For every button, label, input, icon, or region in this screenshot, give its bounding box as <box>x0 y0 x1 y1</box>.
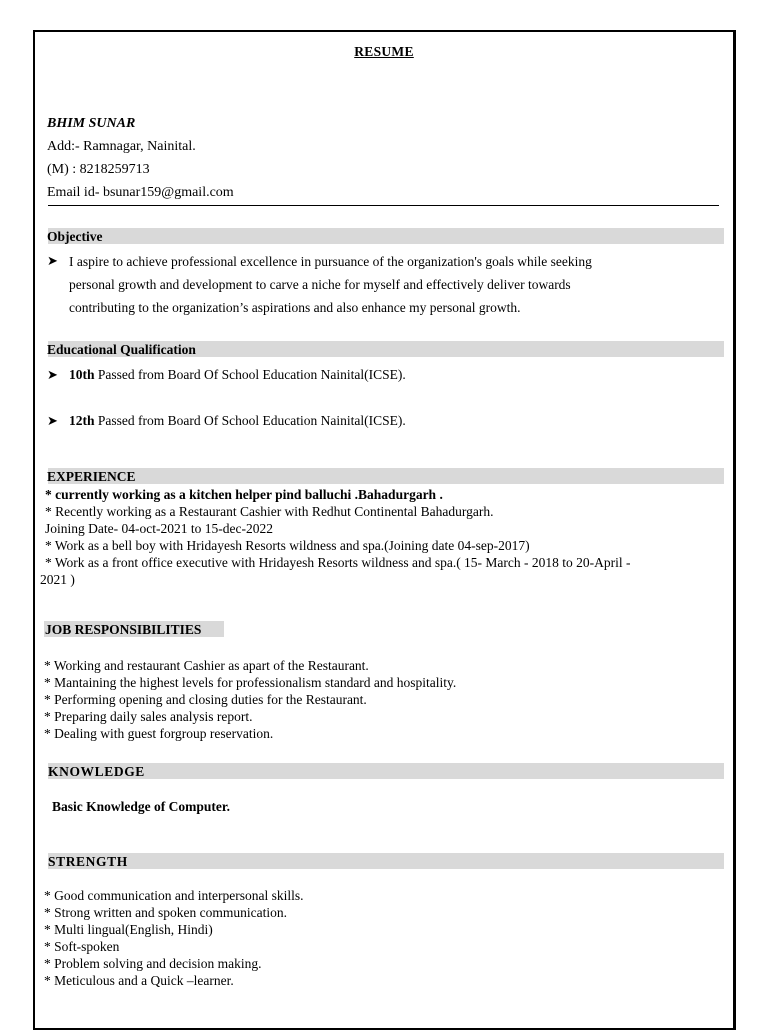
experience-line-2: * Recently working as a Restaurant Cashier with Redhut Continental Bahadurgarh. <box>45 504 494 519</box>
experience-heading: EXPERIENCE <box>47 469 136 484</box>
strength-line-1: * Good communication and interpersonal skills. <box>44 888 304 903</box>
objective-line-3: contributing to the organization’s aspirations and also enhance my personal growth. <box>69 300 521 315</box>
education-level: 10th <box>69 367 95 382</box>
education-level: 12th <box>69 413 95 428</box>
candidate-name: BHIM SUNAR <box>47 116 136 131</box>
arrow-bullet-icon: ➤ <box>47 413 58 428</box>
knowledge-text: Basic Knowledge of Computer. <box>52 799 230 814</box>
strength-line-2: * Strong written and spoken communication. <box>44 905 287 920</box>
education-item-10th <box>69 366 406 383</box>
strength-line-5: * Problem solving and decision making. <box>44 956 262 971</box>
strength-heading: STRENGTH <box>48 854 128 869</box>
header-divider <box>48 205 719 206</box>
objective-heading: Objective <box>47 229 103 244</box>
experience-line-1: * currently working as a kitchen helper pind balluchi .Bahadurgarh . <box>45 487 443 502</box>
responsibility-line-1: * Working and restaurant Cashier as apart of the Restaurant. <box>44 658 369 673</box>
responsibility-line-5: * Dealing with guest forgroup reservation. <box>44 726 274 741</box>
experience-heading-bar <box>48 468 724 484</box>
strength-line-6: * Meticulous and a Quick –learner. <box>44 973 234 988</box>
knowledge-heading: KNOWLEDGE <box>48 764 145 779</box>
address: Add:- Ramnagar, Nainital. <box>47 139 196 154</box>
resume-page <box>33 30 736 1030</box>
arrow-bullet-icon: ➤ <box>47 367 58 382</box>
strength-line-4: * Soft-spoken <box>44 939 120 954</box>
objective-line-2: personal growth and development to carve a niche for myself and effectively deliver towards <box>69 277 571 292</box>
arrow-bullet-icon: ➤ <box>47 253 58 268</box>
experience-line-6: 2021 ) <box>40 572 75 587</box>
responsibility-line-3: * Performing opening and closing duties for the Restaurant. <box>44 692 367 707</box>
knowledge-heading-bar <box>48 763 724 779</box>
education-text: Passed from Board Of School Education Nainital(ICSE). <box>94 367 406 382</box>
experience-line-3: Joining Date- 04-oct-2021 to 15-dec-2022 <box>45 521 273 536</box>
responsibilities-heading: JOB RESPONSIBILITIES <box>45 622 202 637</box>
responsibility-line-4: * Preparing daily sales analysis report. <box>44 709 253 724</box>
mobile-number: (M) : 8218259713 <box>47 162 150 177</box>
objective-line-1: I aspire to achieve professional excellence in pursuance of the organization's goals while seeking <box>69 254 592 269</box>
experience-line-5: * Work as a front office executive with Hridayesh Resorts wildness and spa.( 15- March - 2018 to 20-April - <box>45 555 631 570</box>
education-heading: Educational Qualification <box>47 342 196 357</box>
experience-line-4: * Work as a bell boy with Hridayesh Resorts wildness and spa.(Joining date 04-sep-2017) <box>45 538 530 553</box>
responsibility-line-2: * Mantaining the highest levels for professionalism standard and hospitality. <box>44 675 457 690</box>
education-item-12th <box>69 412 406 429</box>
email: Email id- bsunar159@gmail.com <box>47 185 234 200</box>
objective-heading-bar <box>48 228 724 244</box>
strength-line-3: * Multi lingual(English, Hindi) <box>44 922 213 937</box>
strength-heading-bar <box>48 853 724 869</box>
page-title: RESUME <box>354 44 414 59</box>
education-text: Passed from Board Of School Education Nainital(ICSE). <box>94 413 406 428</box>
